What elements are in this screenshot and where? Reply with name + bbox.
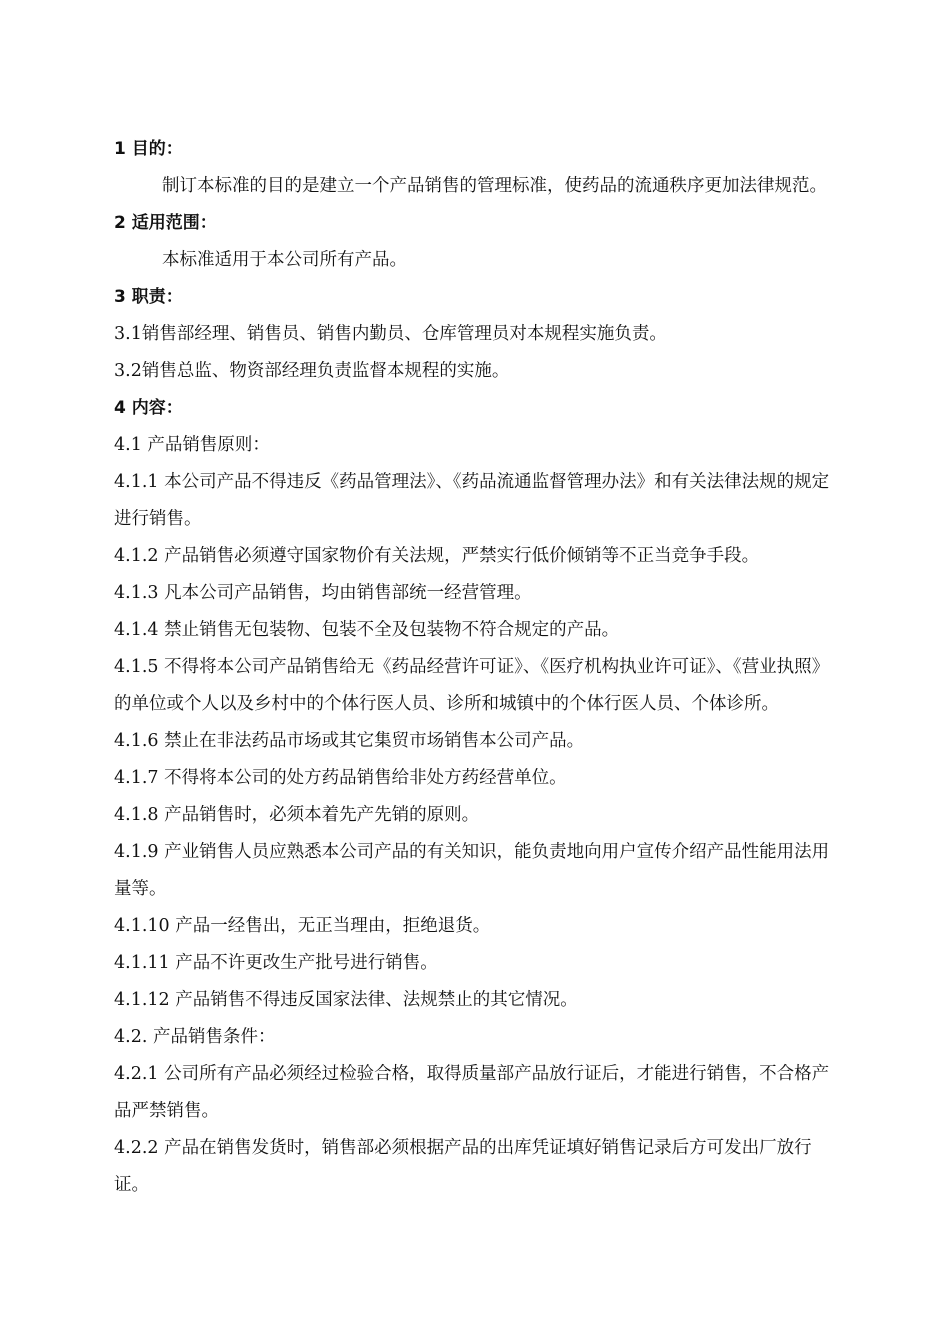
- clause-4-1-2: 4.1.2 产品销售必须遵守国家物价有关法规，严禁实行低价倾销等不正当竞争手段。: [114, 546, 760, 566]
- clause-4-1-6: 4.1.6 禁止在非法药品市场或其它集贸市场销售本公司产品。: [114, 731, 585, 751]
- section-heading-content: 4 内容：: [114, 398, 183, 418]
- clause-4-1-3: 4.1.3 凡本公司产品销售，均由销售部统一经营管理。: [114, 583, 532, 603]
- clause-4-2: 4.2. 产品销售条件：: [114, 1027, 276, 1047]
- clause-3-2: 3.2销售总监、物资部经理负责监督本规程的实施。: [114, 361, 510, 381]
- clause-4-1-11: 4.1.11 产品不许更改生产批号进行销售。: [114, 953, 438, 973]
- clause-4-1: 4.1 产品销售原则：: [114, 435, 270, 455]
- clause-4-1-10: 4.1.10 产品一经售出，无正当理由，拒绝退货。: [114, 916, 491, 936]
- clause-3-1: 3.1销售部经理、销售员、销售内勤员、仓库管理员对本规程实施负责。: [114, 324, 667, 344]
- section-heading-responsibility: 3 职责：: [114, 287, 183, 307]
- clause-4-1-5: 4.1.5 不得将本公司产品销售给无《药品经营许可证》、《医疗机构执业许可证》、《营业执照》的单位或个人以及乡村中的个体行医人员、诊所和城镇中的个体行医人员、个体诊所。: [114, 657, 830, 714]
- section-heading-scope: 2 适用范围：: [114, 213, 217, 233]
- paragraph-purpose: 制订本标准的目的是建立一个产品销售的管理标准，使药品的流通秩序更加法律规范。: [162, 176, 827, 196]
- clause-4-1-7: 4.1.7 不得将本公司的处方药品销售给非处方药经营单位。: [114, 768, 567, 788]
- clause-4-1-8: 4.1.8 产品销售时，必须本着先产先销的原则。: [114, 805, 480, 825]
- clause-4-1-9: 4.1.9 产业销售人员应熟悉本公司产品的有关知识，能负责地向用户宣传介绍产品性能用法用量等。: [114, 842, 830, 899]
- clause-4-1-4: 4.1.4 禁止销售无包装物、包装不全及包装物不符合规定的产品。: [114, 620, 620, 640]
- document-body: [114, 131, 840, 1204]
- clause-4-2-2: 4.2.2 产品在销售发货时，销售部必须根据产品的出库凭证填好销售记录后方可发出厂放行证。: [114, 1138, 812, 1195]
- clause-4-2-1: 4.2.1 公司所有产品必须经过检验合格，取得质量部产品放行证后，才能进行销售，不合格产品严禁销售。: [114, 1064, 830, 1121]
- section-heading-purpose: 1 目的：: [114, 139, 183, 159]
- clause-4-1-1: 4.1.1 本公司产品不得违反《药品管理法》、《药品流通监督管理办法》和有关法律法规的规定进行销售。: [114, 472, 830, 529]
- paragraph-scope: 本标准适用于本公司所有产品。: [162, 250, 407, 270]
- clause-4-1-12: 4.1.12 产品销售不得违反国家法律、法规禁止的其它情况。: [114, 990, 578, 1010]
